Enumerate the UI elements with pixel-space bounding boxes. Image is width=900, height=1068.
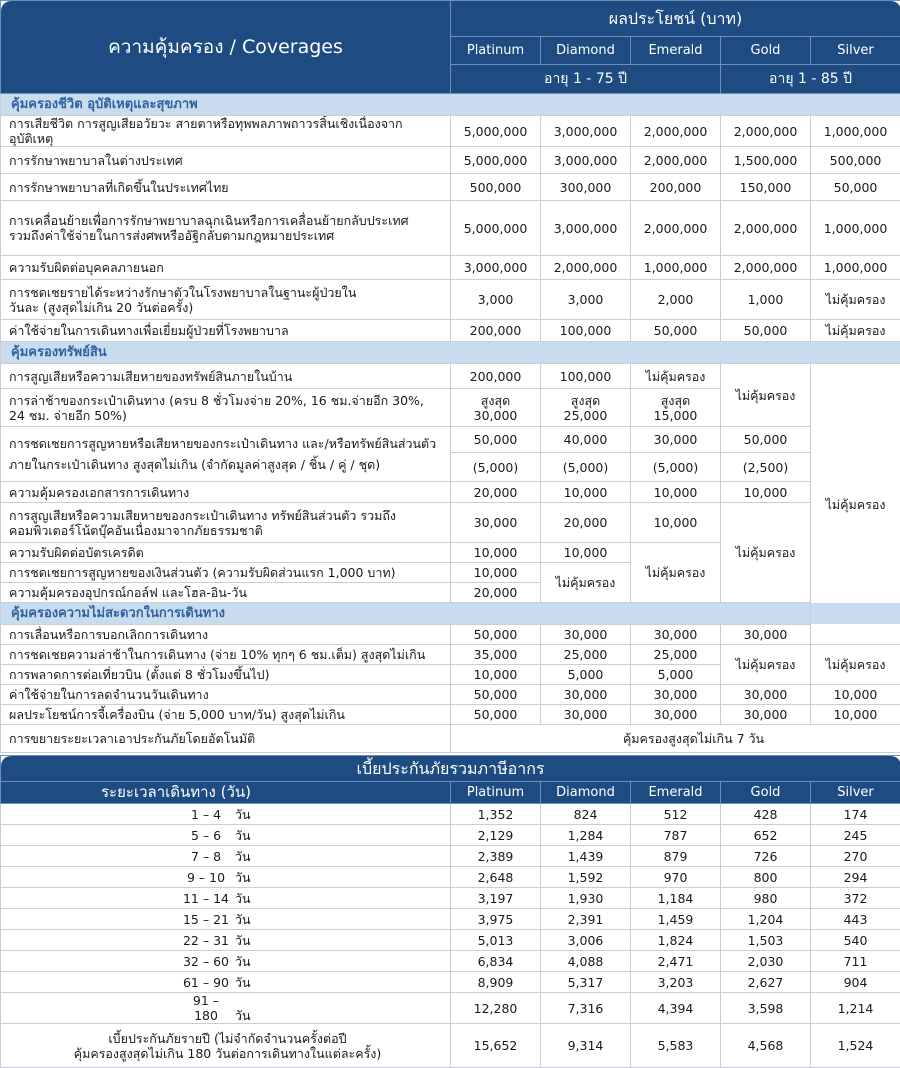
cell: 50,000 [451,685,541,705]
cell: 1,524 [811,1024,900,1068]
section-life: คุ้มครองชีวิต อุบัติเหตุและสุขภาพ [1,94,900,116]
plan-diamond: Diamond [541,37,631,65]
cell: 50,000 [451,427,541,453]
cell: 1,000,000 [811,116,900,147]
cell: 30,000 [631,427,721,453]
age-group-2: อายุ 1 - 85 ปี [721,65,900,94]
duration-label [1,972,451,993]
row-label: การชดเชยความล่าช้าในการเดินทาง (จ่าย 10% ทุกๆ 6 ชม.เต็ม) สูงสุดไม่เกิน [1,645,451,665]
cell: 711 [811,951,900,972]
row-label: การพลาดการต่อเที่ยวบิน (ตั้งแต่ 8 ชั่วโมงขึ้นไป) [1,665,451,685]
table-row [1,503,900,543]
cell: คุ้มครองสูงสุดไม่เกิน 7 วัน [451,725,900,753]
cell: 2,471 [631,951,721,972]
cell: 50,000 [721,427,811,453]
row-label [1,389,451,427]
table-row [1,930,900,951]
table-row [1,951,900,972]
plan-emerald: Emerald [631,782,721,804]
day-unit: วัน [235,954,251,969]
cell: 30,000 [721,625,811,645]
cell: 20,000 [541,503,631,543]
row-label: การเสียชีวิต การสูญเสียอวัยวะ สายตาหรือทุพพลภาพถาวรสิ้นเชิงเนื่องจากอุบัติเหตุ [1,116,451,147]
cell: 3,006 [541,930,631,951]
cell [451,389,541,427]
day-unit: วัน [235,807,251,822]
cell: 50,000 [631,320,721,342]
cell: 1,459 [631,909,721,930]
cell: 10,000 [631,482,721,503]
duration-range: 1 – 4 [181,807,231,822]
plan-gold: Gold [721,782,811,804]
cell: 2,391 [541,909,631,930]
cell: 1,500,000 [721,147,811,174]
table-row [1,201,900,256]
table-row [1,888,900,909]
cell: 200,000 [451,364,541,389]
cell: 20,000 [451,482,541,503]
annual-label-line1: เบี้ยประกันภัยรายปี (ไม่จำกัดจำนวนครั้งต่อปี [9,1031,446,1046]
duration-label [1,993,451,1024]
plan-silver: Silver [811,37,900,65]
cell: 50,000 [451,625,541,645]
day-unit: วัน [235,849,251,864]
cell: 726 [721,846,811,867]
plan-platinum: Platinum [451,782,541,804]
cell: 5,583 [631,1024,721,1068]
cell: 2,000,000 [721,256,811,280]
row-label-line2: ภายในกระเป๋าเดินทาง สูงสุดไม่เกิน (จำกัดมูลค่าสูงสุด / ชิ้น / คู่ / ชุด) [9,457,446,472]
cell: 30,000 [451,503,541,543]
table-row [1,427,900,453]
duration-range: 22 – 31 [181,933,231,948]
cell: 294 [811,867,900,888]
table-row [1,320,900,342]
table-row [1,685,900,705]
cell [541,389,631,427]
duration-label [1,804,451,825]
cell: 40,000 [541,427,631,453]
cell-not-covered: ไม่คุ้มครอง [541,563,631,603]
cell: 35,000 [451,645,541,665]
cell: 25,000 [631,645,721,665]
cell: 980 [721,888,811,909]
cell: 1,000,000 [811,201,900,256]
table-row [1,174,900,201]
cell: (5,000) [541,453,631,482]
row-label: การชดเชยการสูญหายของเงินส่วนตัว (ความรับผิดส่วนแรก 1,000 บาท) [1,563,451,583]
table-row [1,804,900,825]
cell: 3,197 [451,888,541,909]
cell: 10,000 [721,482,811,503]
cell: 300,000 [541,174,631,201]
cell: 2,000,000 [541,256,631,280]
cell-prefix: สูงสุด [545,393,626,408]
cell: 1,930 [541,888,631,909]
cell: 10,000 [541,543,631,563]
duration-label [1,909,451,930]
cell-not-covered: ไม่คุ้มครอง [631,543,721,603]
cell: 540 [811,930,900,951]
row-label-line1: การเคลื่อนย้ายเพื่อการรักษาพยาบาลฉุกเฉินหรือการเคลื่อนย้ายกลับประเทศ [9,213,446,228]
cell: 904 [811,972,900,993]
row-label [1,201,451,256]
duration-label [1,951,451,972]
row-label: การขยายระยะเวลาเอาประกันภัยโดยอัตโนมัติ [1,725,451,753]
annual-label-line2: คุ้มครองสูงสุดไม่เกิน 180 วันต่อการเดินทางในแต่ละครั้ง) [9,1046,446,1061]
row-label [1,280,451,320]
cell: 10,000 [451,563,541,583]
row-label-line2: คอมพิวเตอร์โน้ตบุ๊คอันเนื่องมาจากภัยธรรมชาติ [9,523,446,538]
cell-prefix: สูงสุด [635,393,716,408]
row-label: ความรับผิดต่อบัตรเครดิต [1,543,451,563]
cell: 200,000 [451,320,541,342]
cell: 443 [811,909,900,930]
row-label-line2: วันละ (สูงสุดไม่เกิน 20 วันต่อครั้ง) [9,300,446,315]
cell: 787 [631,825,721,846]
cell: 2,627 [721,972,811,993]
cell-not-covered: ไม่คุ้มครอง [721,364,811,427]
table-row [1,705,900,725]
cell: 174 [811,804,900,825]
row-label: ความรับผิดต่อบุคคลภายนอก [1,256,451,280]
cell-value: 15,000 [635,408,716,423]
row-label [1,427,451,482]
cell: 30,000 [541,625,631,645]
day-unit: วัน [235,1008,251,1023]
cell: 824 [541,804,631,825]
table-row [1,256,900,280]
cell: 5,000,000 [451,201,541,256]
cell: 50,000 [721,320,811,342]
cell: 1,000 [721,280,811,320]
cell: 100,000 [541,364,631,389]
cell: 245 [811,825,900,846]
cell: ไม่คุ้มครอง [811,280,900,320]
table-row-annual [1,1024,900,1068]
table-row [1,625,900,645]
cell: 3,598 [721,993,811,1024]
cell: 2,648 [451,867,541,888]
duration-range: 15 – 21 [181,912,231,927]
table-row [1,482,900,503]
age-group-1: อายุ 1 - 75 ปี [451,65,721,94]
cell: 4,394 [631,993,721,1024]
cell: 1,184 [631,888,721,909]
row-label-line2: รวมถึงค่าใช้จ่ายในการส่งศพหรืออัฐิกลับตามกฎหมายประเทศ [9,228,446,243]
row-label [1,503,451,543]
cell: 10,000 [811,685,900,705]
cell: 2,000 [631,280,721,320]
row-label: ความคุ้มครองเอกสารการเดินทาง [1,482,451,503]
cell: 2,030 [721,951,811,972]
duration-range: 9 – 10 [181,870,231,885]
cell: 100,000 [541,320,631,342]
row-label: ความคุ้มครองอุปกรณ์กอล์ฟ และโฮล-อิน-วัน [1,583,451,603]
cell: 25,000 [541,645,631,665]
cell: 3,203 [631,972,721,993]
cell: 2,000,000 [631,116,721,147]
cell: 150,000 [721,174,811,201]
cell: 5,000,000 [451,147,541,174]
table-row [1,645,900,665]
cell: 2,129 [451,825,541,846]
cell: 879 [631,846,721,867]
plan-emerald: Emerald [631,37,721,65]
cell: 1,214 [811,993,900,1024]
annual-label [1,1024,451,1068]
day-unit: วัน [235,870,251,885]
row-label: การรักษาพยาบาลในต่างประเทศ [1,147,451,174]
day-unit: วัน [235,933,251,948]
table-row [1,867,900,888]
cell: 4,088 [541,951,631,972]
table-row [1,993,900,1024]
cell: (5,000) [631,453,721,482]
cell: 3,975 [451,909,541,930]
table-row [1,147,900,174]
duration-range: 11 – 14 [181,891,231,906]
duration-range: 5 – 6 [181,828,231,843]
day-unit: วัน [235,912,251,927]
cell: 5,000,000 [451,116,541,147]
row-label-line2: 24 ชม. จ่ายอีก 50%) [9,408,446,423]
cell: 3,000,000 [541,201,631,256]
cell: 3,000 [451,280,541,320]
cell: 2,389 [451,846,541,867]
cell: 500,000 [451,174,541,201]
cell: 1,000,000 [811,256,900,280]
cell: 6,834 [451,951,541,972]
table-row [1,116,900,147]
cell: 800 [721,867,811,888]
row-label: ผลประโยชน์การจี้เครื่องบิน (จ่าย 5,000 บาท/วัน) สูงสุดไม่เกิน [1,705,451,725]
table-row [1,364,900,389]
row-label: การสูญเสียหรือความเสียหายของทรัพย์สินภายในบ้าน [1,364,451,389]
row-label-line1: การสูญเสียหรือความเสียหายของกระเป๋าเดินทาง ทรัพย์สินส่วนตัว รวมถึง [9,508,446,523]
cell: 50,000 [451,705,541,725]
cell: 30,000 [631,625,721,645]
cell: 12,280 [451,993,541,1024]
cell: 2,000,000 [631,147,721,174]
cell: 10,000 [811,705,900,725]
cell: 200,000 [631,174,721,201]
row-label: ค่าใช้จ่ายในการเดินทางเพื่อเยี่ยมผู้ป่วยที่โรงพยาบาล [1,320,451,342]
cell: 3,000,000 [541,116,631,147]
cell: 3,000,000 [451,256,541,280]
duration-label [1,846,451,867]
cell: 1,824 [631,930,721,951]
cell: (2,500) [721,453,811,482]
cell: 10,000 [541,482,631,503]
cell: 5,000 [541,665,631,685]
cell-not-covered: ไม่คุ้มครอง [721,645,811,685]
cell: 5,317 [541,972,631,993]
cell: 2,000,000 [721,201,811,256]
duration-label [1,825,451,846]
duration-range: 91 – 180 [181,993,231,1023]
cell: 30,000 [541,705,631,725]
duration-range: 32 – 60 [181,954,231,969]
plan-silver: Silver [811,782,900,804]
cell: 8,909 [451,972,541,993]
duration-label [1,888,451,909]
duration-label [1,867,451,888]
section-inconvenience: คุ้มครองความไม่สะดวกในการเดินทาง [1,603,900,625]
table-row [1,725,900,753]
day-unit: วัน [235,828,251,843]
cell: 1,000,000 [631,256,721,280]
row-label-line1: การชดเชยการสูญหายหรือเสียหายของกระเป๋าเดินทาง และ/หรือทรัพย์สินส่วนตัว [9,436,446,451]
cell: 1,284 [541,825,631,846]
section-property: คุ้มครองทรัพย์สิน [1,342,900,364]
duration-header: ระยะเวลาเดินทาง (วัน) [1,782,451,804]
benefit-title: ผลประโยชน์ (บาท) [451,1,900,37]
cell: 15,652 [451,1024,541,1068]
row-label-line1: การชดเชยรายได้ระหว่างรักษาตัวในโรงพยาบาลในฐานะผู้ป่วยใน [9,285,446,300]
row-label: การเลื่อนหรือการบอกเลิกการเดินทาง [1,625,451,645]
cell: 512 [631,804,721,825]
cell: 1,352 [451,804,541,825]
cell: (5,000) [451,453,541,482]
premium-table [0,755,900,1068]
cell: 50,000 [811,174,900,201]
cell: ไม่คุ้มครอง [811,320,900,342]
cell: 30,000 [721,685,811,705]
cell: 7,316 [541,993,631,1024]
premium-title: เบี้ยประกันภัยรวมภาษีอากร [1,756,900,782]
cell: 4,568 [721,1024,811,1068]
plan-gold: Gold [721,37,811,65]
cell-not-covered: ไม่คุ้มครอง [811,645,900,685]
cell: 20,000 [451,583,541,603]
cell: 270 [811,846,900,867]
cell: 1,592 [541,867,631,888]
day-unit: วัน [235,891,251,906]
cell-value: 30,000 [455,408,536,423]
cell: 652 [721,825,811,846]
cell: 30,000 [721,705,811,725]
cell: 1,204 [721,909,811,930]
row-label-line1: การล่าช้าของกระเป๋าเดินทาง (ครบ 8 ชั่วโมงจ่าย 20%, 16 ชม.จ่ายอีก 30%, [9,393,446,408]
cell: 30,000 [631,705,721,725]
plan-platinum: Platinum [451,37,541,65]
cell: 10,000 [451,665,541,685]
cell: 5,013 [451,930,541,951]
cell: 30,000 [631,685,721,705]
cell: 9,314 [541,1024,631,1068]
duration-range: 61 – 90 [181,975,231,990]
cell: 970 [631,867,721,888]
table-row [1,972,900,993]
cell: 10,000 [631,503,721,543]
cell [631,389,721,427]
cell: 1,439 [541,846,631,867]
cell: 372 [811,888,900,909]
cell: 500,000 [811,147,900,174]
cell-not-covered: ไม่คุ้มครอง [811,364,900,645]
coverage-title: ความคุ้มครอง / Coverages [1,1,451,94]
row-label: การรักษาพยาบาลที่เกิดขึ้นในประเทศไทย [1,174,451,201]
table-row [1,846,900,867]
cell-prefix: สูงสุด [455,393,536,408]
cell-value: 25,000 [545,408,626,423]
table-row [1,909,900,930]
cell: 3,000,000 [541,147,631,174]
cell: 5,000 [631,665,721,685]
cell: 428 [721,804,811,825]
table-row [1,280,900,320]
table-row [1,825,900,846]
duration-label [1,930,451,951]
plan-diamond: Diamond [541,782,631,804]
cell: 30,000 [541,685,631,705]
cell: 3,000 [541,280,631,320]
cell: 2,000,000 [631,201,721,256]
cell: ไม่คุ้มครอง [631,364,721,389]
cell-not-covered: ไม่คุ้มครอง [721,503,811,603]
day-unit: วัน [235,975,251,990]
duration-range: 7 – 8 [181,849,231,864]
cell: 10,000 [451,543,541,563]
row-label: ค่าใช้จ่ายในการลดจำนวนวันเดินทาง [1,685,451,705]
cell: 1,503 [721,930,811,951]
cell: 2,000,000 [721,116,811,147]
